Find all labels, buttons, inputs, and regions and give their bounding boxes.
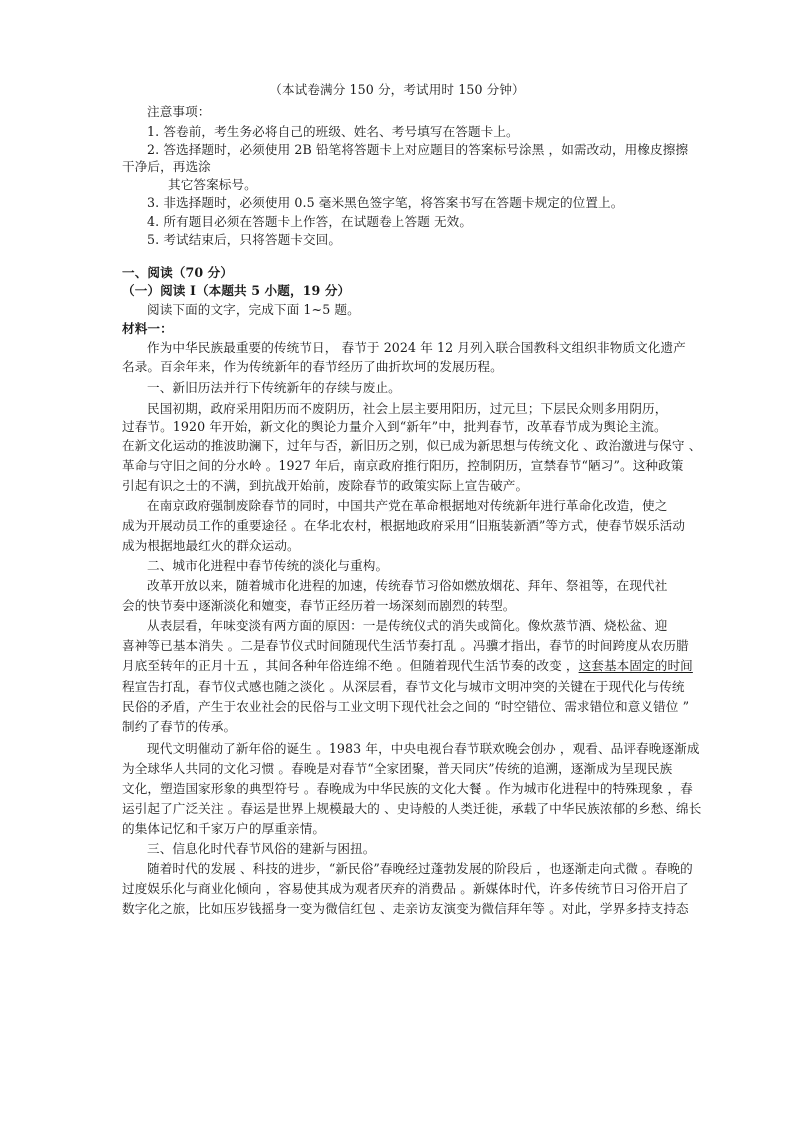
body-line: 数字化之旅，比如压岁钱摇身一变为微信红包 、走亲访友演变为微信拜年等 。对此，学界多持支持态 — [122, 901, 689, 916]
notice-item: 3. 非选择题时，必须使用 0.5 毫米黑色签字笔，将答案书写在答题卡规定的位置上。 — [147, 195, 624, 210]
subsection-title: （一）阅读 I（本题共 5 小题，19 分） — [122, 283, 351, 298]
body-line: 成为根据地最红火的群众运动。 — [122, 538, 300, 553]
body-line — [122, 657, 693, 674]
body-line: 随着时代的发展 、科技的进步，“新民俗”春晚经过蓬勃发展的阶段后 ，也逐渐走向式微 。春晚的 — [147, 861, 693, 876]
body-line: 喜神等已基本消失 。二是春节仪式时间随现代生活节奏打乱 。冯骥才指出，春节的时间跨度从农历腊 — [122, 638, 689, 653]
instruction: 阅读下面的文字，完成下面 1~5 题。 — [147, 302, 360, 317]
body-line: 过春节。1920 年开始，新文化的舆论力量介入到“新年”中，批判春节，改革春节成为舆论主流。 — [122, 419, 667, 434]
body-line: 成为开展动员工作的重要途径 。在华北农村，根据地政府采用“旧瓶装新酒”等方式，使春节娱乐活动 — [122, 518, 686, 533]
notice-item: 5. 考试结束后，只将答题卡交回。 — [147, 232, 342, 247]
body-line: 名录。百余年来，作为传统新年的春节经历了曲折坎坷的发展历程。 — [122, 359, 503, 374]
body-line: 程宣告打乱，春节仪式感也随之淡化 。从深层看，春节文化与城市文明冲突的关键在于现代化与传统 — [122, 679, 685, 694]
body-line: 一、新旧历法并行下传统新年的存续与废止。 — [147, 380, 401, 395]
body-line-text: 月底至转年的正月十五 ，其间各种年俗连绵不绝 。但随着现代生活节奏的改变 ， — [122, 658, 579, 673]
body-line: 在新文化运动的推波助澜下，过年与否，新旧历之别，似已成为新思想与传统文化 、政治激进与保守 、 — [122, 438, 702, 453]
notice-title: 注意事项： — [147, 104, 211, 119]
body-line: 改革开放以来，随着城市化进程的加速，传统春节习俗如燃放烟花、拜年、祭祖等，在现代社 — [147, 578, 668, 593]
notice-item: 干净后，再选涂 — [122, 159, 211, 174]
body-line: 作为中华民族最重要的传统节日， 春节于 2024 年 12 月列入联合国教科文组织非物质文化遗产 — [147, 340, 686, 355]
notice-item: 4. 所有题目必须在答题卡上作答，在试题卷上答题 无效。 — [147, 214, 473, 229]
body-line: 文化，塑造国家形象的典型符号 。春晚成为中华民族的文化大餐 。作为城市化进程中的特殊现象 ，春 — [122, 781, 693, 796]
notice-item: 其它答案标号。 — [168, 177, 257, 192]
body-line: 在南京政府强制废除春节的同时，中国共产党在革命根据地对传统新年进行革命化改造，使之 — [147, 498, 668, 513]
exam-subtitle: （本试卷满分 150 分，考试用时 150 分钟） — [269, 82, 525, 97]
body-line: 民俗的矛盾，产生于农业社会的民俗与工业文明下现代社会之间的 “时空错位、需求错位和意义错位 ” — [122, 699, 690, 714]
body-line: 制约了春节的传承。 — [122, 719, 237, 734]
body-line: 会的快节奏中逐渐淡化和嬗变，春节正经历着一场深刻而剧烈的转型。 — [122, 598, 516, 613]
body-line: 过度娱乐化与商业化倾向 ，容易使其成为观者厌弃的消费品 。新媒体时代，许多传统节日习俗开启了 — [122, 881, 689, 896]
body-line: 革命与守旧之间的分水岭 。1927 年后，南京政府推行阳历，控制阴历，宣禁春节“陋习”。这种政策 — [122, 458, 684, 473]
body-line: 民国初期，政府采用阳历而不废阴历，社会上层主要用阳历，过元旦；下层民众则多用阴历， — [147, 401, 668, 416]
body-line: 运引起了广泛关注 。春运是世界上规模最大的 、史诗般的人类迁徙，承载了中华民族浓郁的乡愁、绵长 — [122, 801, 702, 816]
body-line: 现代文明催动了新年俗的诞生 。1983 年，中央电视台春节联欢晚会创办 ，观看、品评春晚逐渐成 — [147, 741, 700, 756]
underlined-phrase: 这套基本固定的时间 — [578, 658, 693, 673]
body-line: 引起有识之士的不满，到抗战开始前，废除春节的政策实际上宣告破产。 — [122, 478, 529, 493]
notice-item: 1. 答卷前，考生务必将自己的班级、姓名、考号填写在答题卡上。 — [147, 124, 519, 139]
body-line: 二、城市化进程中春节传统的淡化与重构。 — [147, 558, 389, 573]
section-title: 一、阅读（70 分） — [122, 265, 234, 280]
body-line: 从表层看，年味变淡有两方面的原因：一是传统仪式的消失或简化。像炊蒸节酒、烧松盆、迎 — [147, 618, 668, 633]
body-line: 三、信息化时代春节风俗的建新与困扭。 — [147, 841, 376, 856]
body-line: 为全球华人共同的文化习惯 。春晚是对春节“全家团聚，普天同庆”传统的追溯，逐渐成为呈现民族 — [122, 761, 673, 776]
body-line: 的集体记忆和千家万户的厚重亲情。 — [122, 821, 326, 836]
notice-item: 2. 答选择题时，必须使用 2B 铅笔将答题卡上对应题目的答案标号涂黑 ，如需改动，用橡皮擦擦 — [147, 142, 689, 157]
material-label: 材料一： — [122, 321, 173, 336]
